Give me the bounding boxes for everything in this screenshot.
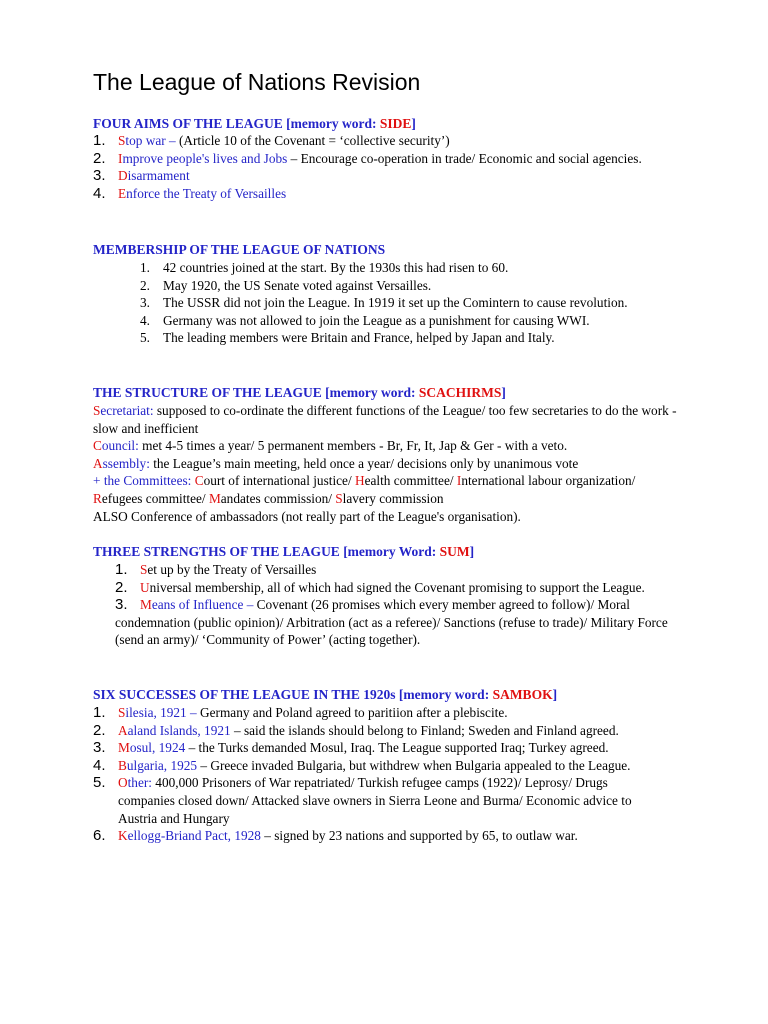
list-item — [93, 167, 678, 185]
item-text: the League’s main meeting, held once a year/ decisions only by unanimous vote — [149, 455, 579, 471]
strengths-list — [93, 561, 683, 649]
successes-heading-text: SIX SUCCESSES OF THE LEAGUE IN THE 1920s [memory word: — [93, 687, 493, 702]
successes-memory-word: SAMBOK — [492, 687, 553, 702]
item-text: efugees committee/ — [101, 490, 209, 506]
item-text: – the Turks demanded Mosul, Iraq. The League supported Iraq; Turkey agreed. — [185, 740, 609, 756]
also-paragraph: ALSO Conference of ambassadors (not really part of the League's organisation). — [93, 508, 521, 524]
list-item — [93, 739, 668, 757]
item-initial: I — [118, 150, 123, 166]
list-item — [93, 259, 678, 277]
list-item — [93, 329, 678, 347]
item-keyword: + the Committees: — [93, 473, 192, 489]
item-text: Germany and Poland agreed to paritiion after a plebiscite. — [196, 705, 508, 720]
secretariat-paragraph — [93, 402, 678, 437]
membership-heading: MEMBERSHIP OF THE LEAGUE OF NATIONS — [93, 242, 386, 257]
list-item — [93, 827, 668, 845]
item-number: 3. — [115, 596, 128, 614]
item-text: lavery commission — [342, 490, 444, 506]
item-text: nternational labour organization/ — [461, 473, 636, 489]
item-initial: A — [93, 455, 103, 471]
aims-heading-text: FOUR AIMS OF THE LEAGUE [memory word: — [93, 116, 380, 131]
item-initial: S — [140, 562, 148, 577]
aims-heading-close: ] — [411, 116, 416, 131]
item-text: May 1920, the US Senate voted against Versailles. — [163, 277, 432, 293]
item-text: Covenant (26 promises which every member agreed to follow)/ Moral condemnation (public opinion)/ Arbitration (act as a referee)/ Sanctions (refuse to trade)/ Military Force (send an army)/ ‘Community of Power’ (acting together). — [115, 597, 668, 648]
membership-list — [93, 259, 678, 347]
item-number: 4. — [140, 312, 150, 328]
successes-heading — [93, 686, 557, 704]
item-text: ealth committee/ — [364, 473, 457, 489]
item-number: 3. — [93, 739, 106, 757]
item-text: 400,000 Prisoners of War repatriated/ Turkish refugee camps (1922)/ Leprosy/ Drugs companies closed down/ Attacked slave owners in Sierra Leone and Burma/ Economic advice to Austria and Hungary — [118, 775, 632, 826]
structure-heading-text: THE STRUCTURE OF THE LEAGUE [memory word: — [93, 385, 419, 400]
list-item — [93, 774, 668, 827]
committees-paragraph — [93, 472, 678, 507]
item-keyword: top war – — [125, 133, 176, 148]
structure-body — [93, 402, 678, 525]
list-item — [93, 185, 678, 203]
item-initial: U — [140, 579, 150, 595]
item-number: 5. — [140, 330, 150, 346]
item-keyword: aland Islands, 1921 — [127, 722, 231, 738]
item-number: 2. — [93, 149, 106, 167]
item-number: 3. — [93, 167, 106, 185]
item-text: – Greece invaded Bulgaria, but withdrew when Bulgaria appealed to the League. — [197, 757, 631, 773]
item-initial: R — [93, 490, 102, 506]
item-keyword: ulgaria, 1925 — [126, 757, 198, 773]
item-text: andates commission/ — [220, 490, 336, 506]
item-initial: M — [140, 597, 152, 613]
item-number: 4. — [93, 756, 106, 774]
structure-memory-word: SCACHIRMS — [418, 385, 502, 400]
item-number: 3. — [140, 295, 150, 311]
item-keyword: ther: — [127, 775, 152, 791]
list-item — [93, 704, 668, 722]
item-initial: B — [118, 757, 127, 773]
item-number: 6. — [93, 827, 106, 845]
item-initial: S — [118, 705, 126, 720]
item-text: ourt of international justice/ — [203, 473, 355, 489]
item-text: supposed to co-ordinate the different functions of the League/ too few secretaries to do the work - slow and inefficient — [93, 403, 677, 436]
item-keyword: ilesia, 1921 – — [125, 705, 197, 720]
item-number: 2. — [93, 721, 106, 739]
item-keyword: ellogg-Briand Pact, 1928 — [127, 828, 261, 844]
item-initial: I — [456, 473, 462, 489]
item-text: 42 countries joined at the start. By the 1930s this had risen to 60. — [163, 260, 509, 275]
structure-heading-close: ] — [501, 385, 506, 400]
successes-list — [93, 704, 668, 845]
item-initial: O — [118, 775, 128, 791]
strengths-heading-close: ] — [469, 544, 475, 559]
council-paragraph — [93, 437, 678, 455]
list-item — [93, 132, 678, 150]
item-text: et up by the Treaty of Versailles — [147, 562, 317, 577]
item-initial: E — [118, 185, 127, 201]
item-initial: A — [118, 722, 128, 738]
item-keyword: ecretariat: — [100, 403, 154, 418]
list-item — [93, 277, 678, 295]
list-item — [93, 722, 668, 740]
aims-memory-word: SIDE — [379, 116, 412, 131]
aims-heading — [93, 115, 416, 133]
strengths-heading — [93, 543, 474, 561]
assembly-paragraph — [93, 455, 678, 473]
list-item — [93, 579, 683, 597]
item-initial: S — [118, 133, 126, 148]
item-initial: C — [194, 473, 204, 489]
item-keyword: mprove people's lives and Jobs — [122, 150, 288, 166]
strengths-heading-text: THREE STRENGTHS OF THE LEAGUE [memory Word: — [93, 544, 440, 559]
item-initial: S — [335, 490, 343, 506]
successes-heading-close: ] — [552, 687, 558, 702]
item-number: 1. — [93, 132, 106, 149]
aims-list — [93, 132, 678, 202]
list-item — [93, 757, 668, 775]
list-item — [93, 294, 678, 312]
item-keyword: eans of Influence – — [151, 597, 254, 613]
list-item — [93, 561, 683, 579]
item-text: met 4-5 times a year/ 5 permanent members - Br, Fr, It, Jap & Ger - with a veto. — [138, 438, 568, 454]
item-number: 1. — [115, 561, 128, 578]
item-initial: M — [118, 740, 130, 756]
list-item — [93, 150, 678, 168]
list-item — [93, 312, 678, 330]
item-text: The USSR did not join the League. In 1919 it set up the Comintern to cause revolution. — [163, 295, 628, 311]
item-keyword: ouncil: — [101, 438, 139, 454]
item-text: – Encourage co-operation in trade/ Economic and social agencies. — [287, 150, 642, 166]
item-number: 2. — [115, 578, 128, 596]
list-item — [93, 596, 683, 649]
item-number: 1. — [93, 704, 106, 721]
item-text: – said the islands should belong to Finland; Sweden and Finland agreed. — [230, 722, 619, 738]
item-text: – signed by 23 nations and supported by 65, to outlaw war. — [260, 828, 578, 844]
item-text: niversal membership, all of which had signed the Covenant promising to support the League. — [149, 579, 645, 595]
item-initial: C — [93, 438, 102, 454]
strengths-memory-word: SUM — [439, 544, 470, 559]
item-number: 5. — [93, 774, 106, 792]
item-initial: S — [93, 403, 101, 418]
item-text: (Article 10 of the Covenant = ‘collective security’) — [175, 133, 450, 148]
item-initial: K — [118, 828, 128, 844]
item-text: The leading members were Britain and France, helped by Japan and Italy. — [163, 330, 555, 346]
item-initial: D — [118, 168, 128, 184]
item-text: Germany was not allowed to join the League as a punishment for causing WWI. — [163, 312, 590, 328]
item-keyword: isarmament — [127, 168, 190, 184]
item-initial: H — [354, 473, 365, 489]
item-keyword: ssembly: — [102, 455, 150, 471]
item-number: 1. — [140, 260, 150, 275]
structure-heading — [93, 384, 506, 402]
item-keyword: nforce the Treaty of Versailles — [126, 185, 287, 201]
item-keyword: osul, 1924 — [129, 740, 186, 756]
item-initial: M — [208, 490, 221, 506]
document-title: The League of Nations Revision — [93, 69, 421, 95]
item-number: 4. — [93, 184, 106, 202]
item-number: 2. — [140, 277, 150, 293]
